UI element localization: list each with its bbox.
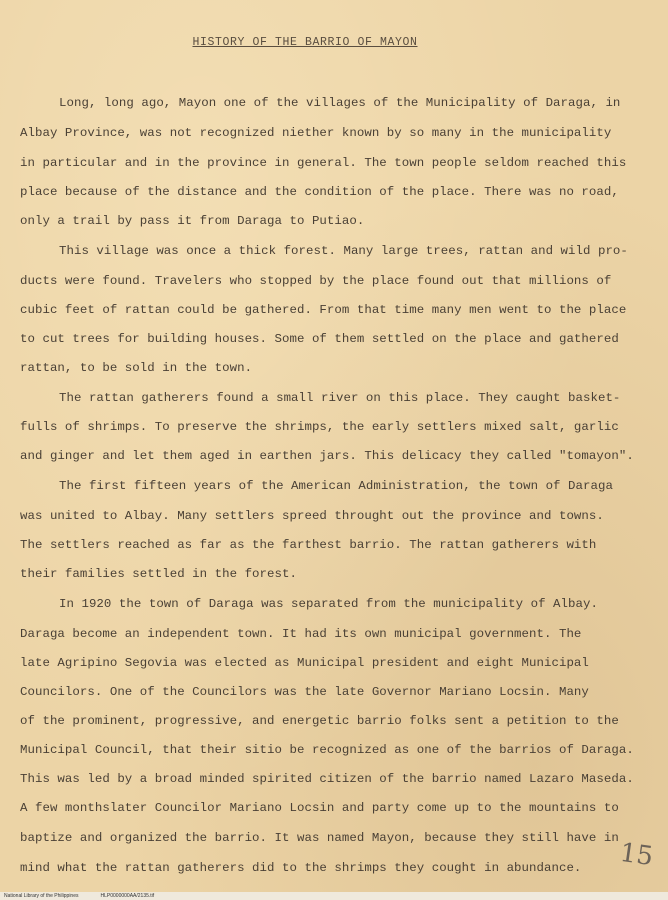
text-line: place because of the distance and the condition of the place. There was no road,	[20, 185, 619, 199]
text-line: baptize and organized the barrio. It was named Mayon, because they still have in	[20, 831, 619, 845]
text-line: The settlers reached as far as the farthest barrio. The rattan gatherers with	[20, 538, 597, 552]
text-line: Long, long ago, Mayon one of the villages of the Municipality of Daraga, in	[59, 96, 621, 110]
text-line: This was led by a broad minded spirited citizen of the barrio named Lazaro Maseda.	[20, 772, 634, 786]
document-title: HISTORY OF THE BARRIO OF MAYON	[192, 36, 418, 49]
text-line: ducts were found. Travelers who stopped by the place found out that millions of	[20, 274, 612, 288]
text-line: was united to Albay. Many settlers spreed throught out the province and towns.	[20, 509, 604, 523]
text-line: fulls of shrimps. To preserve the shrimps, the early settlers mixed salt, garlic	[20, 420, 619, 434]
scan-footer	[0, 892, 668, 900]
text-line: their families settled in the forest.	[20, 567, 297, 581]
footer-file-id: HLP0000000AA/2135.tif	[100, 893, 155, 899]
text-line: Daraga become an independent town. It had its own municipal government. The	[20, 627, 582, 641]
text-line: Municipal Council, that their sitio be recognized as one of the barrios of Daraga.	[20, 743, 634, 757]
handwritten-page-number: 15	[618, 837, 656, 873]
text-line: rattan, to be sold in the town.	[20, 361, 253, 375]
text-line: only a trail by pass it from Daraga to Putiao.	[20, 214, 365, 228]
text-line: mind what the rattan gatherers did to the shrimps they cought in abundance.	[20, 861, 582, 875]
text-line: The first fifteen years of the American Administration, the town of Daraga	[59, 479, 613, 493]
footer-library: National Library of the Philippines	[4, 893, 79, 899]
text-line: late Agripino Segovia was elected as Municipal president and eight Municipal	[20, 656, 589, 670]
text-line: cubic feet of rattan could be gathered. From that time many men went to the place	[20, 303, 627, 317]
text-line: A few monthslater Councilor Mariano Locsin and party come up to the mountains to	[20, 801, 619, 815]
text-line: In 1920 the town of Daraga was separated from the municipality of Albay.	[59, 597, 598, 611]
text-line: Albay Province, was not recognized niether known by so many in the municipality	[20, 126, 612, 140]
text-line: to cut trees for building houses. Some of them settled on the place and gathered	[20, 332, 619, 346]
text-line: of the prominent, progressive, and energetic barrio folks sent a petition to the	[20, 714, 619, 728]
text-line: and ginger and let them aged in earthen jars. This delicacy they called "tomayon".	[20, 449, 634, 463]
text-line: This village was once a thick forest. Many large trees, rattan and wild pro-	[59, 244, 628, 258]
text-line: Councilors. One of the Councilors was the late Governor Mariano Locsin. Many	[20, 685, 589, 699]
text-line: in particular and in the province in general. The town people seldom reached this	[20, 156, 627, 170]
text-line: The rattan gatherers found a small river on this place. They caught basket-	[59, 391, 621, 405]
